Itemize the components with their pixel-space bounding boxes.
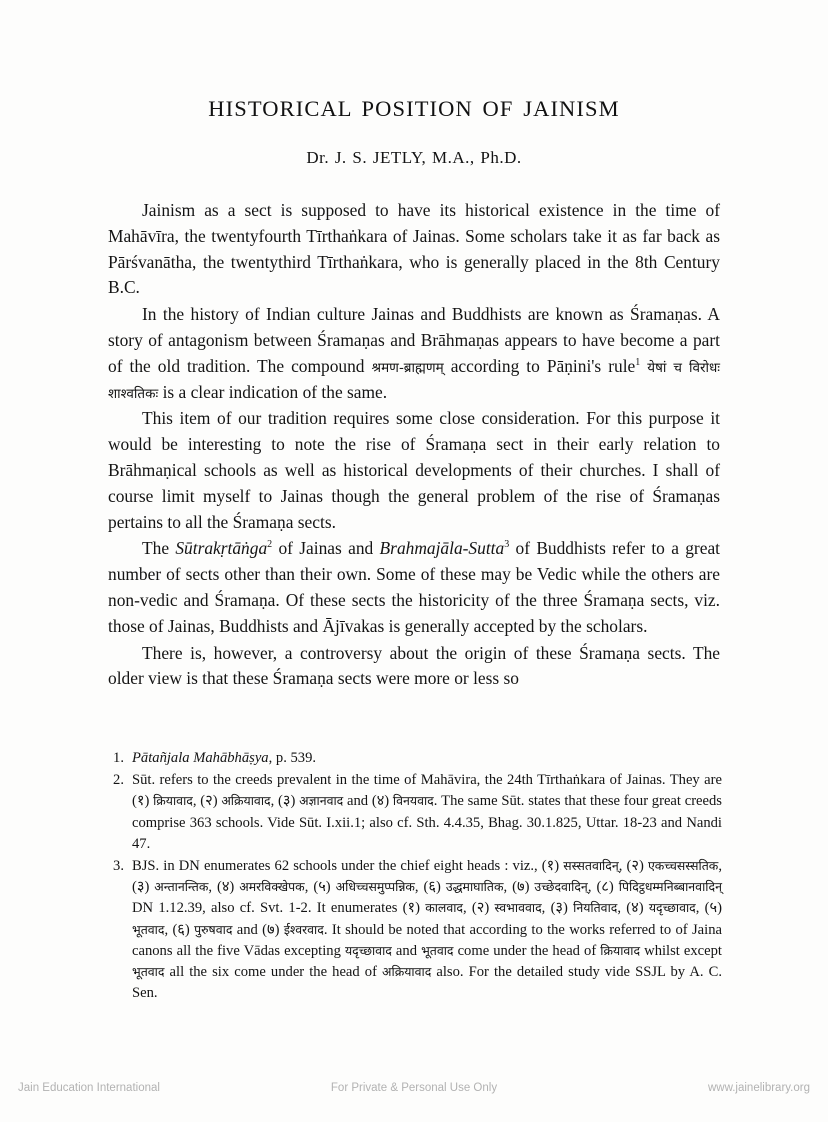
devanagari-akriyavada-2: अक्रियावाद <box>382 964 432 980</box>
devanagari-sassatavadin: सस्सतवादिन् <box>563 858 619 874</box>
footnote-item-1 <box>108 748 722 769</box>
devanagari-compound-sramana-brahmanam: श्रमण-ब्राह्मणम् <box>371 359 444 376</box>
devanagari-kriyavada-2: क्रियावाद <box>600 942 641 958</box>
footnote-item-2 <box>108 770 722 855</box>
devanagari-panini-sutra: येषां च विरोधः शाश्वतिकः <box>108 359 720 402</box>
footnote-3-e: , (५) <box>304 879 336 896</box>
footnote-3-f: , (६) <box>414 879 446 896</box>
devanagari-purusavada: पुरुषवाद <box>194 921 233 937</box>
devanagari-akriyavada: अक्रियावाद <box>221 793 271 809</box>
footnote-ref-1[interactable]: 1 <box>635 356 641 368</box>
footnote-3-l: , (४) <box>617 900 649 917</box>
article-content <box>108 96 720 692</box>
paragraph-4-text-a: The <box>142 538 176 559</box>
footnote-3-g: , (७) <box>503 879 535 896</box>
devanagari-ajnanavada: अज्ञानवाद <box>299 793 344 809</box>
footnote-3-u: also. For the detailed study vide SSJL by A. C. Sen. <box>132 964 722 1002</box>
footnote-3-c: , (३) <box>132 858 722 896</box>
devanagari-amaravikkhepaka: अमरविक्खेपक <box>239 879 305 895</box>
devanagari-adhiccasamuppannika: अधिच्चसमुप्पन्निक <box>335 879 415 895</box>
footnote-item-3 <box>108 856 722 1004</box>
footnote-body <box>132 770 722 855</box>
footnote-3-h: , (८) <box>587 879 619 896</box>
footnote-number: 3. <box>113 858 124 875</box>
devanagari-niyativada: नियतिवाद <box>573 900 618 916</box>
work-title-sutrakrtanga: Sūtrakṛtāṅga <box>175 538 268 559</box>
footnote-2-c: , (३) <box>270 793 300 810</box>
footnote-1-title: Pātañjala Mahābhāṣya <box>132 750 269 766</box>
footnote-3-p: . It should be noted that according to the works referred to of Jaina canons all the five Vādas excepting <box>132 921 722 959</box>
footnote-3-j: , (२) <box>463 900 495 917</box>
footnote-3-i: DN 1.12.39, also cf. Svt. 1-2. It enumerates (१) <box>132 900 426 917</box>
devanagari-ekaccasassatika: एकच्चसस्सतिक <box>647 858 719 874</box>
footnote-body <box>132 748 722 769</box>
footnote-number: 2. <box>113 772 124 789</box>
devanagari-uddhamaghatika: उद्धमाघातिक <box>445 879 504 895</box>
devanagari-diitthadhammanibbanavadin: पिदिट्ठधम्मनिब्बानवादिन् <box>618 879 722 895</box>
footnote-3-n: , (६) <box>164 921 195 938</box>
devanagari-kalavada: कालवाद <box>425 900 463 916</box>
footer-center-text: For Private & Personal Use Only <box>330 1082 498 1094</box>
devanagari-antanantika: अन्तानन्तिक <box>154 879 209 895</box>
footnote-3-b: , (२) <box>618 858 648 875</box>
paragraph-4 <box>108 536 720 639</box>
footnote-number: 1. <box>113 750 124 766</box>
paragraph-2-text-a: In the history of Indian culture Jainas and Buddhists are known as Śramaṇas. A story of antagonism between Śramaṇas and Brāhmaṇas appears to have become a part of the old tradition. The compound <box>108 304 720 376</box>
footnote-3-a: BJS. in DN enumerates 62 schools under the chief eight heads : viz., (१) <box>132 858 564 875</box>
footer-left-text: Jain Education International <box>18 1082 160 1094</box>
footnote-1-rest: , p. 539. <box>268 750 317 766</box>
footnote-3-q: and <box>391 942 422 959</box>
footnote-3-k: , (३) <box>541 900 574 917</box>
devanagari-ucchedavadin: उच्छेदवादिन् <box>534 879 588 895</box>
devanagari-kriyavada: क्रियावाद <box>153 793 193 809</box>
footnotes-section <box>108 748 722 1005</box>
footnote-3-d: , (४) <box>208 879 240 896</box>
footnote-body <box>132 856 722 1004</box>
paragraph-4-text-c: of Buddhists refer to a great number of sects other than their own. Some of these may be Vedic while the others are non-vedic and Śramaṇa. Of these sects the historicity of the three Śramaṇa sects, viz. those of Jainas, Buddhists and Ājīvakas is generally accepted by the scholars. <box>108 538 720 636</box>
article-body <box>108 198 720 692</box>
devanagari-bhutavada-2: भूतवाद <box>421 942 454 958</box>
devanagari-bhutavada: भूतवाद <box>132 921 165 937</box>
footnote-2-e: . The same Sūt. states that these four great creeds comprise 363 schools. Vide Sūt. I.xii.1; also cf. Sth. 4.4.35, Bhag. 30.1.825, Uttar. 18-23 and Nandi 47. <box>132 793 722 852</box>
footnote-2-a: Sūt. refers to the creeds prevalent in the time of Mahāvira, the 24th Tīrthaṅkara of Jainas. They are (१) <box>132 772 722 810</box>
footnote-3-t: all the six come under the head of <box>164 964 383 981</box>
footnote-ref-2[interactable]: 2 <box>267 539 273 551</box>
paragraph-2-text-c: is a clear indication of the same. <box>158 381 388 402</box>
footnote-2-d: and (४) <box>343 793 393 810</box>
devanagari-svabhavavada: स्वभाववाद <box>494 900 542 916</box>
paragraph-2-text-b: according to Pāṇini's rule <box>443 355 636 376</box>
devanagari-bhutavada-3: भूतवाद <box>132 964 165 980</box>
author-byline: Dr. J. S. JETLY, M.A., Ph.D. <box>306 148 522 167</box>
footnote-ref-3[interactable]: 3 <box>504 539 510 551</box>
footnote-2-b: , (२) <box>192 793 222 810</box>
paragraph-1: Jainism as a sect is supposed to have its historical existence in the time of Mahāvīra, the twentyfourth Tīrthaṅkara of Jainas. Some scholars take it as far back as Pārśvanātha, the twentythird Tīrthaṅkara, who is generally placed in the 8th Century B.C. <box>108 200 720 298</box>
devanagari-isvaravada: ईश्वरवाद <box>283 921 324 937</box>
footnote-3-r: come under the head of <box>453 942 601 959</box>
paragraph-3: This item of our tradition requires some close consideration. For this purpose it would be interesting to note the rise of Śramaṇa sect in their early relation to Brāhmaṇical schools as well as historical developments of their churches. I shall of course limit myself to Jainas though the general problem of the rise of Śramaṇas pertains to all the Śramaṇa sects. <box>108 408 720 532</box>
footnote-3-s: whilst except <box>640 942 722 959</box>
devanagari-yadrcchavada: यदृच्छावाद <box>648 900 696 916</box>
page-title: HISTORICAL POSITION OF JAINISM <box>208 96 620 121</box>
footer-right-link[interactable]: www.jainelibrary.org <box>707 1082 810 1094</box>
devanagari-yadrcchavada-2: यदृच्छावाद <box>344 942 392 958</box>
devanagari-vinayavada: विनयवाद <box>392 793 434 809</box>
paragraph-5: There is, however, a controversy about the origin of these Śramaṇa sects. The older view is that these Śramaṇa sects were more or less so <box>108 642 720 689</box>
work-title-brahmajala-sutta: Brahmajāla-Sutta <box>379 538 505 559</box>
paragraph-2 <box>108 302 720 405</box>
footnote-3-m: , (५) <box>695 900 722 917</box>
paragraph-4-text-b: of Jainas and <box>272 538 380 559</box>
footnote-3-o: and (७) <box>232 921 284 938</box>
